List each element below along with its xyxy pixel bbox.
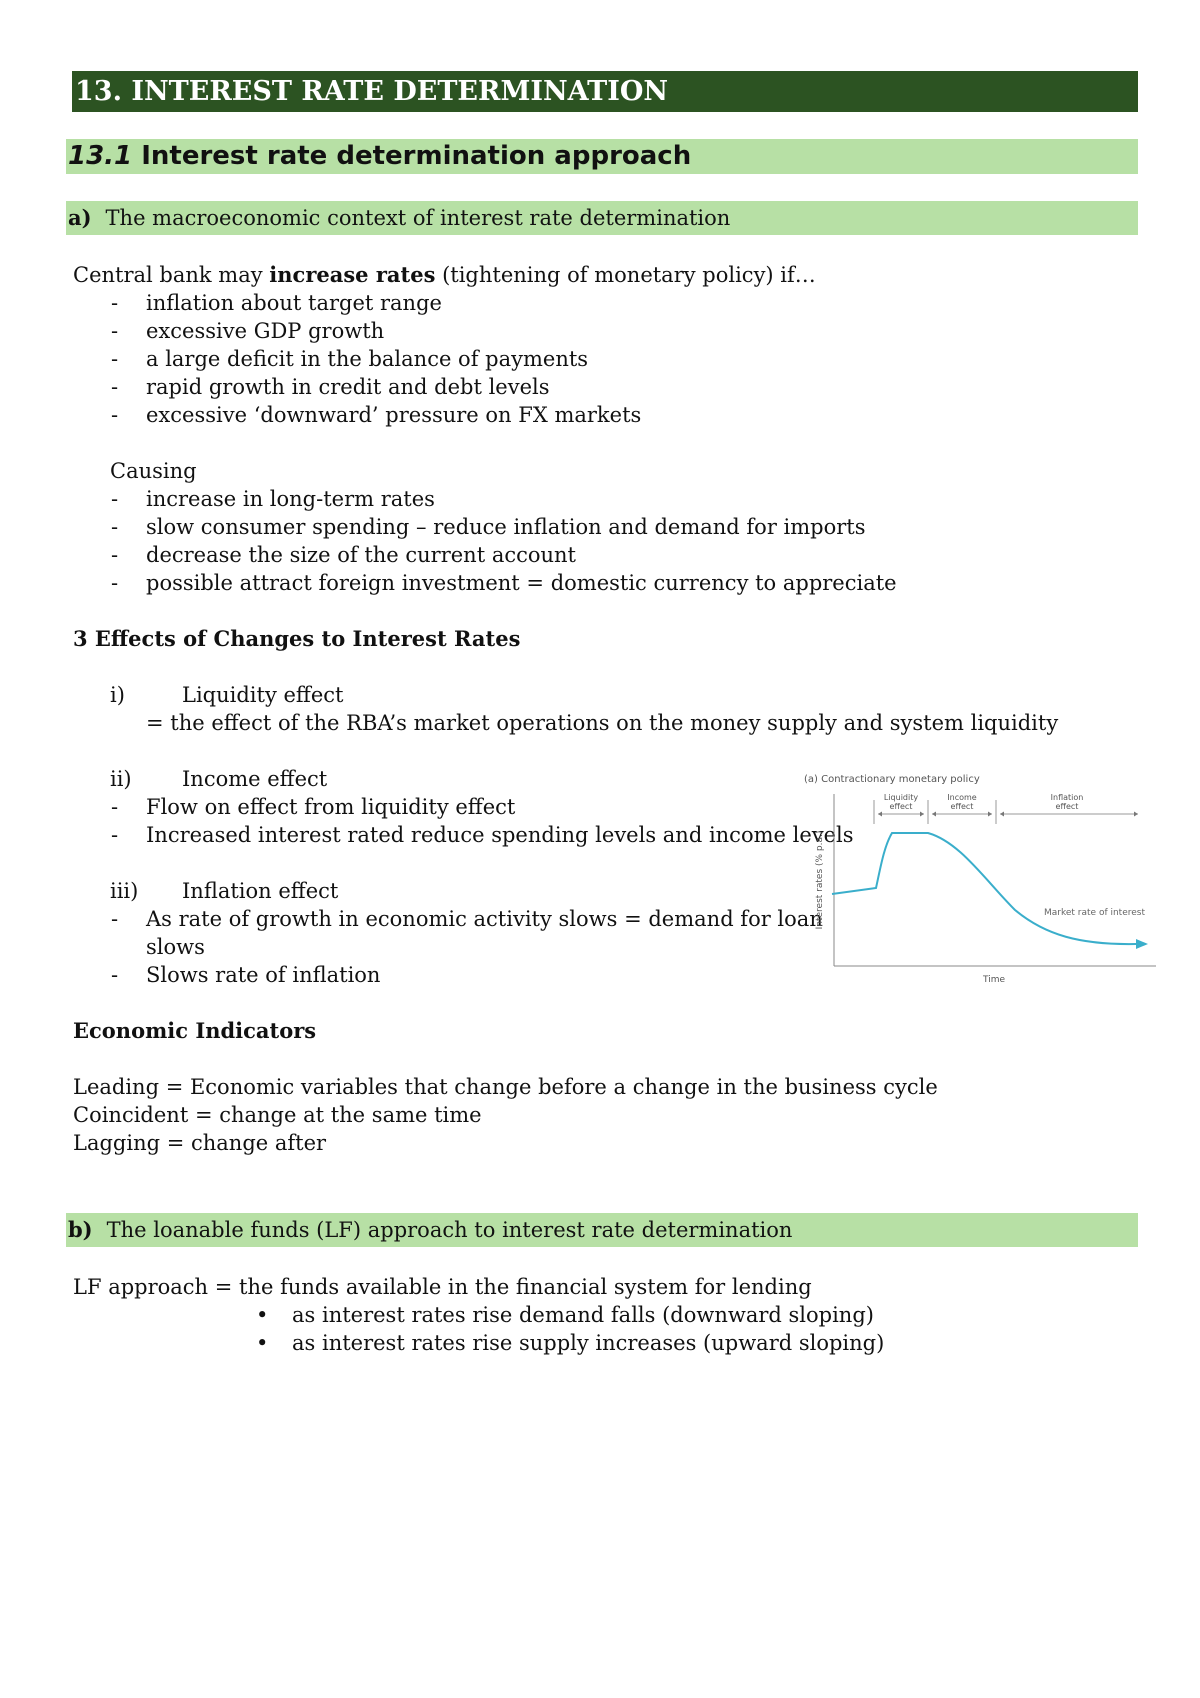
list-dash: - [111,515,119,539]
phase-income-label: Income [947,793,977,802]
x-axis-label: Time [982,975,1006,985]
list-item: rapid growth in credit and debt levels [146,375,550,399]
document-title: 13. INTEREST RATE DETERMINATION [72,71,1138,112]
section-heading [66,139,1138,174]
inflation-item-continued: slows [146,935,205,959]
indicator-coincident: Coincident = change at the same time [73,1103,482,1127]
intro-pre: Central bank may [73,263,270,287]
list-dash: - [111,571,119,595]
list-item: excessive ‘downward’ pressure on FX markets [146,403,642,427]
intro-bold: increase rates [269,262,436,287]
list-dash: - [111,907,119,931]
liquidity-description: = the effect of the RBA’s market operations on the money supply and system liquidity [146,711,1059,735]
inflation-number: iii) [110,879,139,903]
phase-income-label-2: effect [950,802,974,811]
effects-heading: 3 Effects of Changes to Interest Rates [73,626,521,651]
phase-inflation-label-2: effect [1055,802,1079,811]
section-number: 13.1 [68,141,133,171]
list-item: a large deficit in the balance of payments [146,347,589,371]
intro-line [73,261,816,289]
liquidity-number: i) [110,683,125,707]
phase-liquidity-label-2: effect [889,802,913,811]
list-dash: - [111,319,119,343]
list-item: possible attract foreign investment = domestic currency to appreciate [146,571,897,595]
inflation-item: Slows rate of inflation [146,963,381,987]
list-dash: - [111,347,119,371]
subsection-b-letter: b) [68,1217,93,1242]
market-rate-curve [832,833,1136,944]
indicator-leading: Leading = Economic variables that change before a change in the business cycle [73,1075,938,1099]
market-rate-arrowhead [1136,939,1148,949]
lf-item: as interest rates rise demand falls (downward sloping) [292,1303,874,1327]
income-item: Flow on effect from liquidity effect [146,795,516,819]
bullet-dot: • [256,1331,269,1355]
list-dash: - [111,795,119,819]
inflation-item: As rate of growth in economic activity slows = demand for loan [146,907,823,931]
subsection-a-title: The macroeconomic context of interest rate determination [105,206,731,230]
subsection-b-heading [66,1213,1138,1247]
list-dash: - [111,291,119,315]
list-dash: - [111,487,119,511]
income-number: ii) [110,767,132,791]
contractionary-policy-figure [800,770,1160,986]
subsection-a-letter: a) [68,205,92,230]
lf-item: as interest rates rise supply increases (upward sloping) [292,1331,885,1355]
list-item: inflation about target range [146,291,442,315]
list-dash: - [111,375,119,399]
y-axis-label: Interest rates (% p.a.) [815,830,825,930]
causing-label: Causing [110,459,197,483]
lf-definition: LF approach = the funds available in the financial system for lending [73,1275,812,1299]
list-item: decrease the size of the current account [146,543,576,567]
inflation-title: Inflation effect [182,879,339,903]
section-title: Interest rate determination approach [141,141,692,171]
subsection-a-heading [66,201,1138,235]
income-item: Increased interest rated reduce spending levels and income levels [146,823,854,847]
bullet-dot: • [256,1303,269,1327]
figure-title: (a) Contractionary monetary policy [804,774,980,785]
subsection-b-title: The loanable funds (LF) approach to interest rate determination [106,1218,793,1242]
curve-label: Market rate of interest [1044,908,1146,918]
indicators-heading: Economic Indicators [73,1018,317,1043]
intro-post: (tightening of monetary policy) if… [435,263,816,287]
list-dash: - [111,403,119,427]
list-item: excessive GDP growth [146,319,385,343]
liquidity-title: Liquidity effect [182,683,344,707]
income-title: Income effect [182,767,328,791]
phase-inflation-label: Inflation [1050,793,1084,802]
list-item: slow consumer spending – reduce inflation and demand for imports [146,515,866,539]
list-dash: - [111,543,119,567]
list-dash: - [111,963,119,987]
list-dash: - [111,823,119,847]
phase-liquidity-label: Liquidity [883,793,919,802]
list-item: increase in long-term rates [146,487,435,511]
indicator-lagging: Lagging = change after [73,1131,327,1155]
